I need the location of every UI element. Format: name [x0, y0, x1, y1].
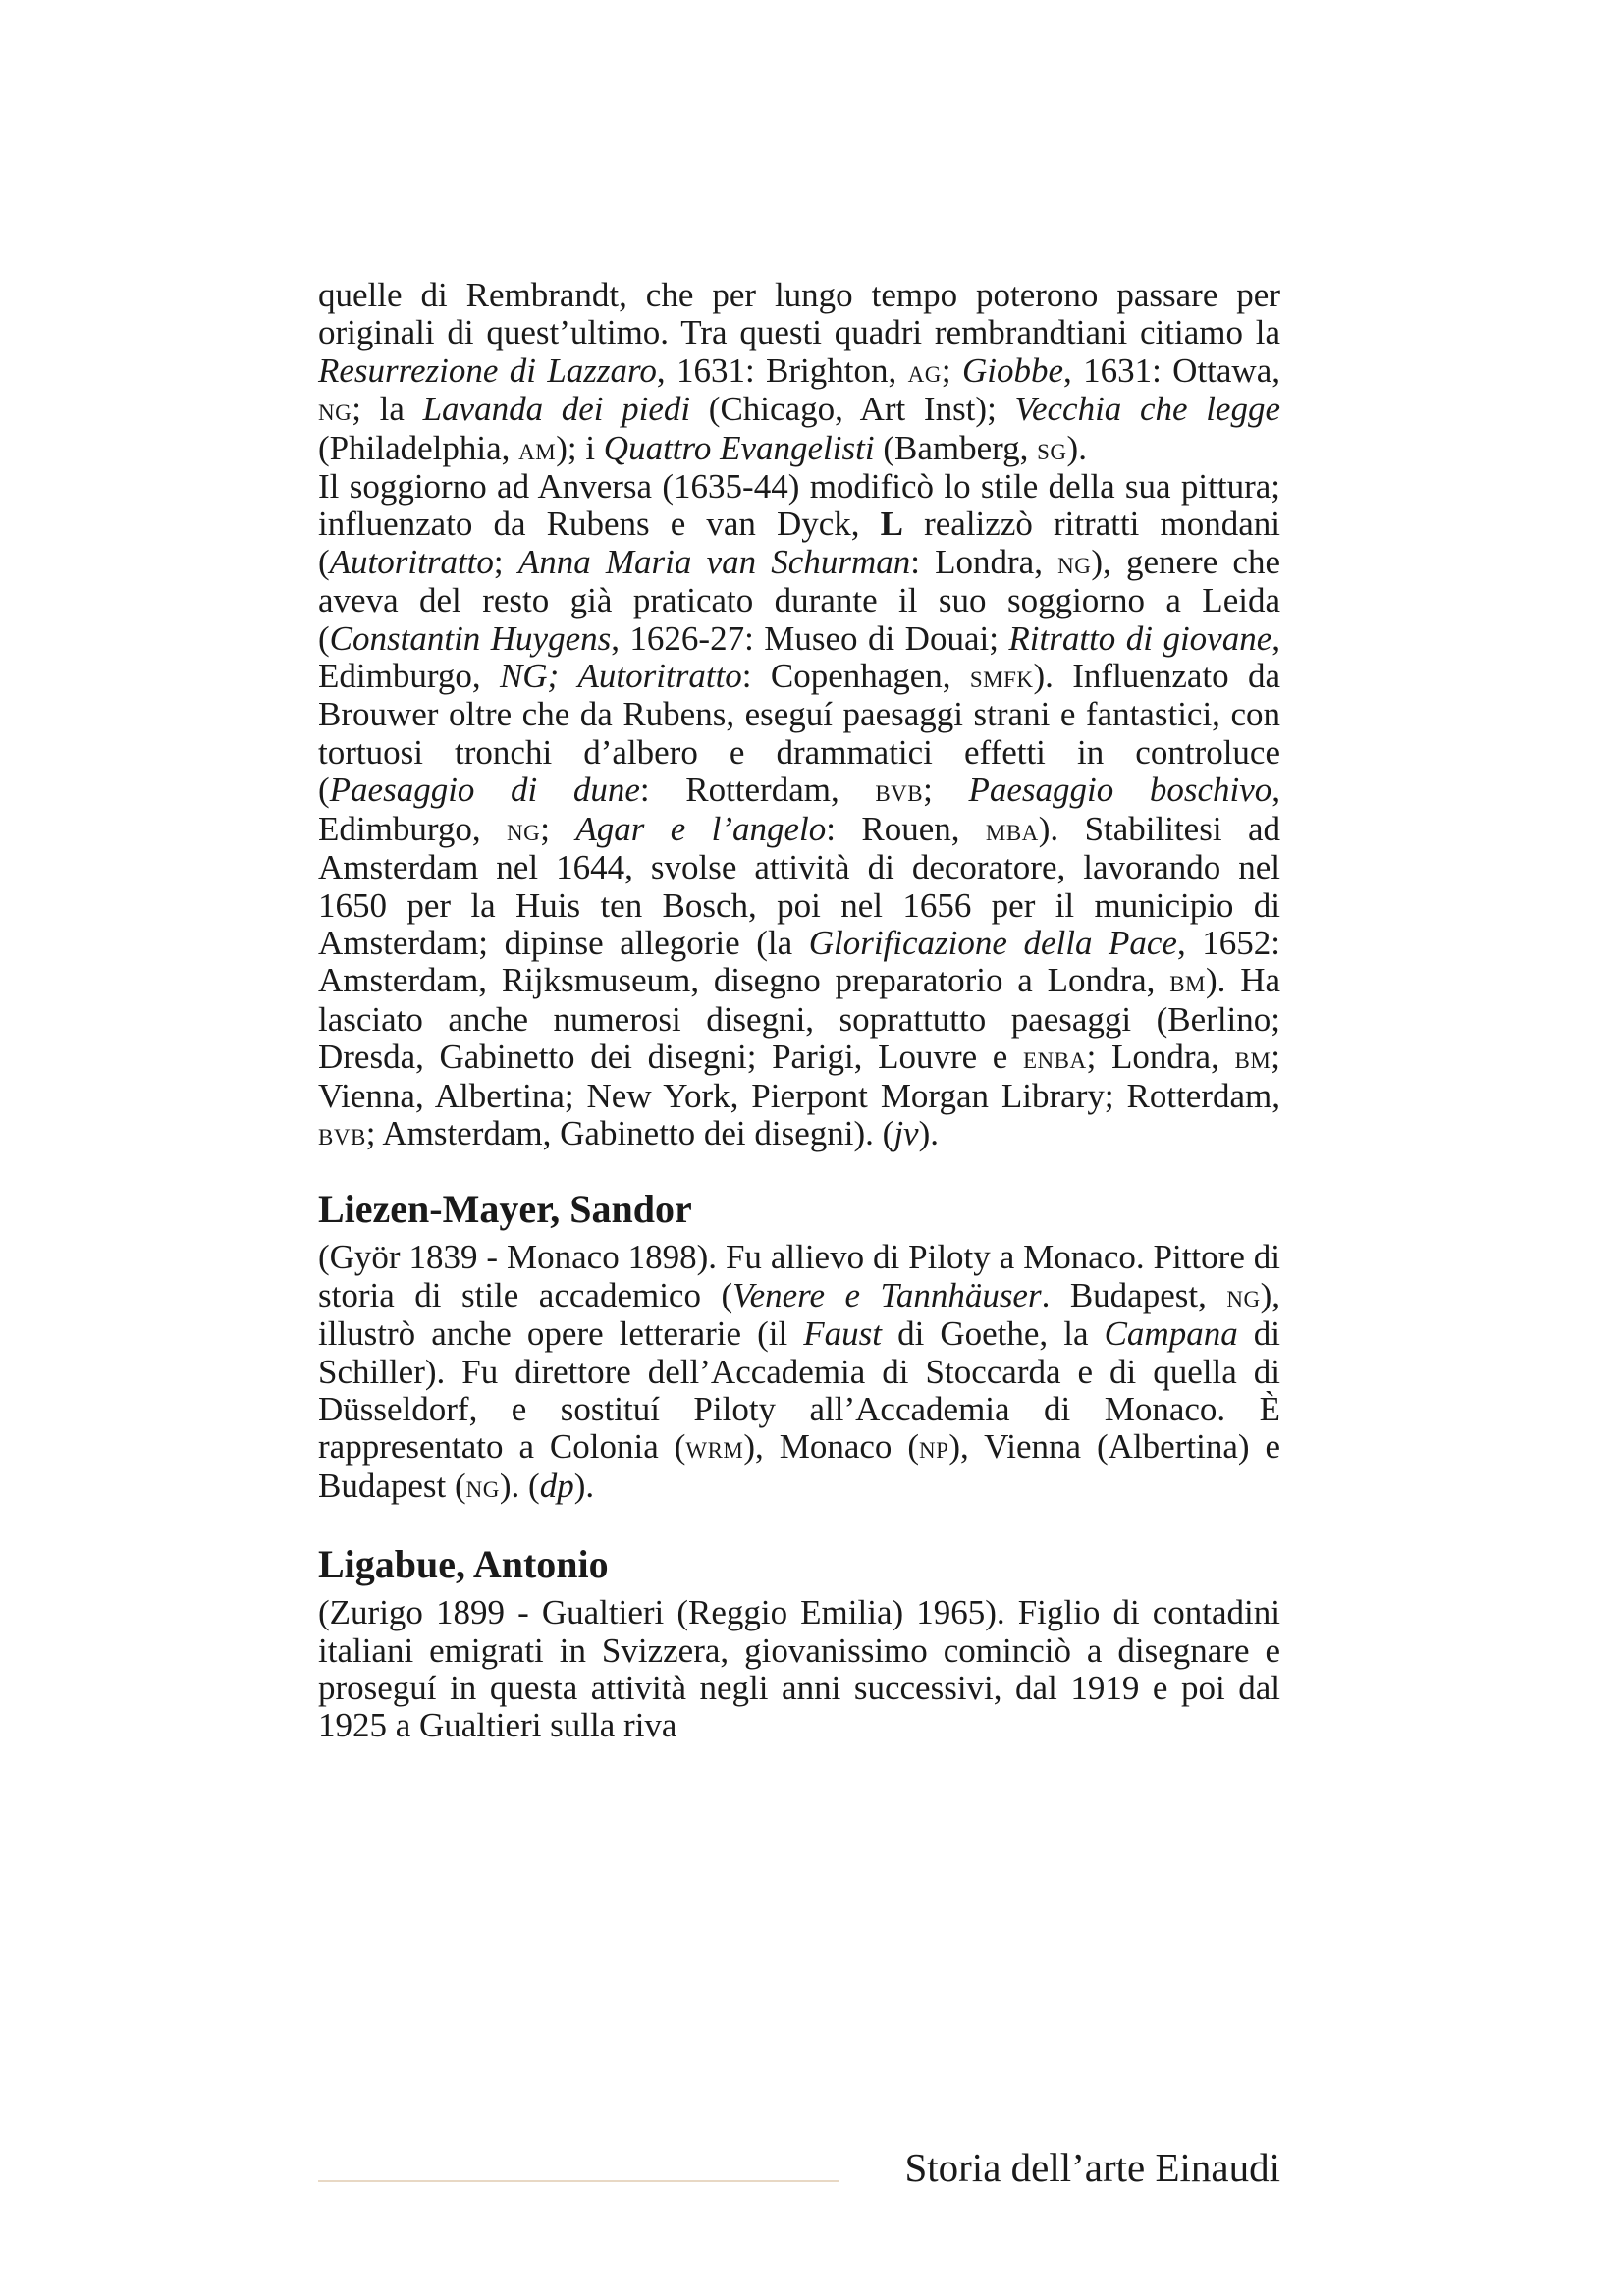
abbreviation: bm — [1169, 963, 1207, 1000]
abbreviation: smfk — [969, 659, 1034, 696]
italic-run: Lavanda dei piedi — [422, 390, 691, 429]
page-footer — [318, 2143, 1280, 2192]
entry-body: (Zurigo 1899 - Gualtieri (Reggio Emilia) 1965). Figlio di contadini italiani emigrati in Svizzera, giovanissimo cominciò a disegnare e proseguí in questa attività negli anni successivi, dal 1919 e poi dal 1925 a Gualtieri sulla riva — [318, 1593, 1280, 1745]
italic-run: Glorificazione della Pace — [808, 923, 1177, 962]
italic-run: Constantin Huygens — [329, 618, 612, 658]
abbreviation: ng — [506, 811, 541, 848]
abbreviation: sg — [1037, 430, 1067, 467]
italic-run: Resurrezione di Lazzaro — [318, 350, 657, 390]
abbreviation: np — [919, 1429, 949, 1467]
italic-run: Giobbe — [961, 350, 1063, 390]
abbreviation: wrm — [685, 1429, 744, 1467]
italic-run: Ritratto di giovane — [1008, 618, 1272, 658]
abbreviation: am — [518, 430, 557, 467]
abbreviation: bvb — [875, 773, 924, 810]
abbreviation: ng — [1226, 1277, 1261, 1314]
footer-rule — [318, 2180, 839, 2182]
italic-run: NG; — [499, 657, 560, 696]
italic-run: dp — [539, 1466, 574, 1505]
paragraph-antwerp-stay: Il soggiorno ad Anversa (1635-44) modificò lo stile della sua pittura; influenzato da Rubens e van Dyck, L realizzò ritratti mondani (Autoritratto; Anna Maria van Schurman: Londra, ng), genere che aveva del resto già praticato durante il suo soggiorno a Leida (Constantin Huygens, 1626-27: Museo di Douai; Ritratto di giovane, Edimburgo, NG; Autoritratto: Copenhagen, smfk). Influenzato da Brouwer oltre che da Rubens, eseguí paesaggi strani e fantastici, con tortuosi tronchi d’albero e drammatici effetti in controluce (Paesaggio di dune: Rotterdam, bvb; Paesaggio boschivo, Edimburgo, ng; Agar e l’angelo: Rouen, mba). Stabilitesi ad Amsterdam nel 1644, svolse attività di decoratore, lavorando nel 1650 per la Huis ten Bosch, poi nel 1656 per il municipio di Amsterdam; dipinse allegorie (la Glorificazione della Pace, 1652: Amsterdam, Rijksmuseum, disegno preparatorio a Londra, bm). Ha lasciato anche numerosi disegni, soprattutto paesaggi (Berlino; Dresda, Gabinetto dei disegni; Parigi, Louvre e enba; Londra, bm; Vienna, Albertina; New York, Pierpont Morgan Library; Rotterdam, bvb; Amsterdam, Gabinetto dei disegni). (jv). — [318, 467, 1281, 1152]
page-text-column — [318, 277, 1280, 1745]
italic-run: Paesaggio boschivo — [968, 771, 1272, 810]
abbreviation: enba — [1023, 1040, 1087, 1077]
entry-heading: Ligabue, Antonio — [318, 1542, 609, 1587]
abbreviation: ng — [318, 392, 352, 429]
italic-run: Campana — [1104, 1314, 1238, 1354]
entry-liezen-mayer — [318, 1186, 1280, 1506]
italic-run: Agar e l’angelo — [575, 809, 827, 848]
abbreviation: bvb — [318, 1115, 366, 1152]
italic-run: Autoritratto — [329, 542, 494, 581]
entry-ligabue — [318, 1541, 1280, 1745]
entry-heading: Liezen-Mayer, Sandor — [318, 1187, 692, 1232]
paragraph-rembrandt-imitations: quelle di Rembrandt, che per lungo tempo poterono passare per originali di quest’ultimo. Tra questi quadri rembrandtiani citiamo la Resurrezione di Lazzaro, 1631: Brighton, ag; Giobbe, 1631: Ottawa, ng; la Lavanda dei piedi (Chicago, Art Inst); Vecchia che legge (Philadelphia, am); i Quattro Evangelisti (Bamberg, sg). — [318, 276, 1280, 467]
bold-run: L — [880, 505, 904, 544]
abbreviation: ng — [465, 1468, 500, 1505]
italic-run: Autoritratto — [577, 657, 742, 696]
footer-book-title: Storia dell’arte Einaudi — [904, 2145, 1280, 2190]
abbreviation: ag — [907, 352, 942, 390]
abbreviation: mba — [985, 811, 1039, 848]
italic-run: Venere e Tannhäuser — [732, 1275, 1042, 1314]
italic-run: jv — [893, 1113, 919, 1152]
italic-run: Faust — [803, 1314, 883, 1354]
italic-run: Anna Maria van Schurman — [517, 542, 911, 581]
abbreviation: bm — [1234, 1040, 1271, 1077]
abbreviation: ng — [1057, 544, 1092, 581]
entry-body: (Györ 1839 - Monaco 1898). Fu allievo di Piloty a Monaco. Pittore di storia di stile accademico (Venere e Tannhäuser. Budapest, ng), illustrò anche opere letterarie (il Faust di Goethe, la Campana di Schiller). Fu direttore dell’Accademia di Stoccarda e di quella di Düsseldorf, e sostituí Piloty all’Accademia di Monaco. È rappresentato a Colonia (wrm), Monaco (np), Vienna (Albertina) e Budapest (ng). (dp). — [318, 1238, 1280, 1505]
italic-run: Paesaggio di dune — [329, 771, 640, 810]
italic-run: Vecchia che legge — [1014, 390, 1280, 429]
italic-run: Quattro Evangelisti — [603, 428, 875, 467]
